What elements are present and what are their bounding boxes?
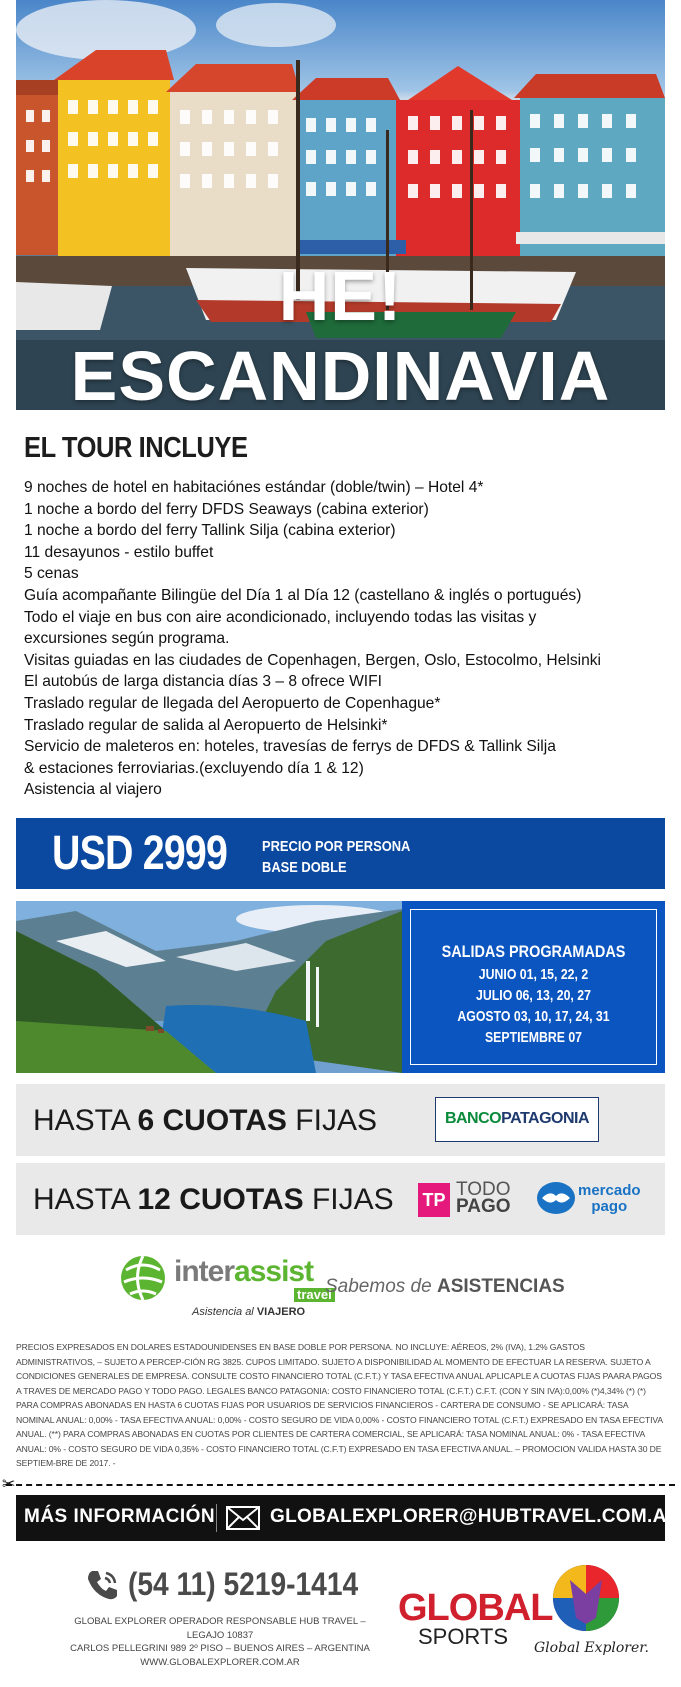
- phone-number[interactable]: (54 11) 5219-1414: [128, 1566, 359, 1602]
- interassist-name-part2: assist: [234, 1255, 314, 1288]
- cuotas-todopago-mercadopago: [16, 1163, 665, 1235]
- interassist-name: [174, 1255, 313, 1289]
- cuotas-suffix: FIJAS: [286, 1104, 377, 1137]
- price-label-line1: PRECIO POR PERSONA: [262, 838, 411, 855]
- tour-item: Asistencia al viajero: [24, 781, 162, 799]
- tour-item: & estaciones ferroviarias.(excluyendo día 1 & 12): [24, 759, 364, 777]
- fjord-image: [16, 901, 402, 1073]
- mercadopago-text: [578, 1183, 641, 1215]
- info-bar: [16, 1495, 681, 1541]
- hero-title: HE! ESCANDINAVIA: [70, 257, 611, 410]
- tour-item: 5 cenas: [24, 565, 79, 583]
- interassist-travel: travel: [294, 1288, 335, 1302]
- todopago-text: [456, 1181, 511, 1215]
- interassist-slogan: [325, 1276, 565, 1298]
- tour-item: Traslado regular de salida al Aeropuerto de Helsinki*: [24, 716, 388, 734]
- slogan-prefix: Sabemos de: [325, 1276, 437, 1297]
- todopago-line2: PAGO: [456, 1196, 511, 1217]
- tour-list: [24, 477, 664, 801]
- address-line: GLOBAL EXPLORER OPERADOR RESPONSABLE HUB TRAVEL – LEGAJO 10837: [74, 1616, 366, 1641]
- cuotas-bold: 12 CUOTAS: [137, 1183, 304, 1216]
- departure-line: AGOSTO 03, 10, 17, 24, 31: [457, 1008, 610, 1025]
- tour-item: Traslado regular de llegada del Aeropuerto de Copenhague*: [24, 694, 441, 712]
- departures-frame: [410, 909, 657, 1065]
- departure-line: SEPTIEMBRE 07: [484, 1029, 583, 1046]
- cuotas-prefix: HASTA: [33, 1104, 138, 1137]
- email-link[interactable]: GLOBALEXPLORER@HUBTRAVEL.COM.AR: [270, 1506, 681, 1527]
- global-explorer-text: Global Explorer.: [534, 1640, 649, 1656]
- cuotas-prefix: HASTA: [33, 1183, 138, 1216]
- cuotas-bold: 6 CUOTAS: [137, 1104, 287, 1137]
- tour-item: Guía acompañante Bilingüe del Día 1 al Día 12 (castellano & inglés o portugués): [24, 586, 582, 604]
- departures-box: [402, 901, 665, 1073]
- banco-logo-part2: PATAGONIA: [501, 1110, 590, 1127]
- tour-item: Todo el viaje en bus con aire acondicionado, incluyendo todas las visitas y: [24, 608, 537, 626]
- tour-item: 1 noche a bordo del ferry DFDS Seaways (cabina exterior): [24, 500, 429, 518]
- price-value: USD 2999: [52, 827, 228, 880]
- global-sports-line2: SPORTS: [417, 1624, 509, 1649]
- tour-item: 11 desayunos - estilo buffet: [24, 543, 214, 561]
- handshake-icon: [536, 1178, 576, 1218]
- cuotas-suffix: FIJAS: [303, 1183, 394, 1216]
- info-separator: [216, 1504, 217, 1532]
- departure-line: JULIO 06, 13, 20, 27: [476, 987, 591, 1004]
- banco-logo-part1: BANCO: [444, 1110, 502, 1127]
- tour-item: Servicio de maleteros en: hoteles, travesías de ferrys de DFDS & Tallink Silja: [24, 738, 556, 756]
- price-label-line2: BASE DOBLE: [262, 859, 347, 876]
- interassist-name-part1: inter: [174, 1255, 235, 1288]
- mercadopago-line2: pago: [591, 1198, 628, 1215]
- tour-title: EL TOUR INCLUYE: [24, 432, 248, 464]
- scissors-icon: ✂: [2, 1474, 16, 1493]
- interassist-tagline: [192, 1306, 305, 1318]
- info-label: MÁS INFORMACIÓN: [24, 1506, 216, 1527]
- slogan-bold: ASISTENCIAS: [436, 1276, 565, 1297]
- mercadopago-logo: [536, 1175, 654, 1221]
- fjord-illustration: [16, 901, 402, 1073]
- mail-icon: [226, 1506, 260, 1530]
- address-line: CARLOS PELLEGRINI 989 2º PISO – BUENOS AIRES – ARGENTINA: [70, 1643, 370, 1654]
- cut-line: [6, 1484, 675, 1486]
- address-block: [60, 1615, 380, 1669]
- cuotas-text: [33, 1104, 377, 1138]
- hero-image-nyhavn: [16, 0, 665, 410]
- tour-item: 1 noche a bordo del ferry Tallink Silja (cabina exterior): [24, 522, 396, 540]
- todopago-logo: [418, 1181, 536, 1217]
- price-bar: [16, 818, 665, 889]
- cuotas-text: [33, 1183, 394, 1217]
- globe-icon: [118, 1252, 168, 1304]
- banco-patagonia-logo: [435, 1097, 599, 1142]
- tagline-prefix: Asistencia al: [192, 1306, 257, 1318]
- cuotas-banco-patagonia: [16, 1084, 665, 1156]
- legal-text: PRECIOS EXPRESADOS EN DOLARES ESTADOUNIDENSES EN BASE DOBLE POR PERSONA. NO INCLUYE: AÉREOS, 2% (IVA), 1.2% GASTOS ADMINISTRATIVOS, – SUJETO A PERCEP-CIÓN RG 3825. CUPOS LIMITADO. SUJETO A DISPONIBILIDAD AL MOMENTO DE EFECTUAR LA RESERVA. SUJETO A CONDICIONES GENERALES DE EMPRESA. CONSULTE COSTO FINANCIERO TOTAL (C.F.T.) Y TASA EFECTIVA ANUAL APLICAPLE A CUOTAS FIJAS PAARA PAGOS A TRAVES DE MERCADO PAGO Y TODO PAGO. LEGALES BANCO PATAGONIA: COSTO FINANCIERO TOTAL (C.F.T.) C.F.T. (CON Y SIN IVA):0,00% (*)4,34% (*) (*) PARA COMPRAS ABONADAS EN HASTA 6 CUOTAS FIJAS POR USUARIOS DE SERVICIOS FINANCIEROS - CARTERA DE CONSUMO - SE APLICARÁ: TASA NOMINAL ANUAL: 0,00% - TASA EFECTIVA ANUAL: 0,00% - COSTO SEGURO DE VIDA 0,00% - COSTO FINANCIERO TOTAL (C.F.T.) EXPRESADO EN TASA EFECTIVA ANUAL. (**) PARA COMPRAS ABONADAS EN CUOTAS POR CLIENTES DE CARTERA COMERCIAL, SE APLICARÁ: TASA NOMINAL ANUAL: 0% - TASA EFECTIVA ANUAL: 0% - COSTO SEGURO DE VIDA 0,35% - COSTO FINANCIERO TOTAL (C.F.T) EXPRESADO EN TASA EFECTIVA ANUAL. – PROMOCION VALIDA HASTA 30 DE SEPTIEM-BRE DE 2017. -: [16, 1342, 663, 1468]
- global-sports-line1: GLOBAL: [398, 1587, 553, 1629]
- tour-item: Visitas guiadas en las ciudades de Copenhagen, Bergen, Oslo, Estocolmo, Helsinki: [24, 651, 602, 669]
- todopago-icon: TP: [418, 1183, 450, 1217]
- website-link[interactable]: WWW.GLOBALEXPLORER.COM.AR: [140, 1656, 300, 1668]
- tour-item: excursiones según programa.: [24, 630, 230, 648]
- departures-title: SALIDAS PROGRAMADAS: [441, 942, 626, 961]
- todopago-line1: TODO: [456, 1179, 511, 1200]
- tour-section: [24, 432, 664, 801]
- phone-icon: [84, 1567, 120, 1603]
- departure-line: JUNIO 01, 15, 22, 2: [478, 966, 589, 983]
- tour-item: El autobús de larga distancia días 3 – 8 ofrece WIFI: [24, 673, 382, 691]
- tour-item: 9 noches de hotel en habitaciónes estándar (doble/twin) – Hotel 4*: [24, 479, 484, 496]
- mercadopago-line1: mercado: [578, 1182, 641, 1199]
- price-label: [262, 836, 410, 878]
- tagline-bold: VIAJERO: [256, 1306, 306, 1318]
- global-sports-logo: [398, 1587, 553, 1649]
